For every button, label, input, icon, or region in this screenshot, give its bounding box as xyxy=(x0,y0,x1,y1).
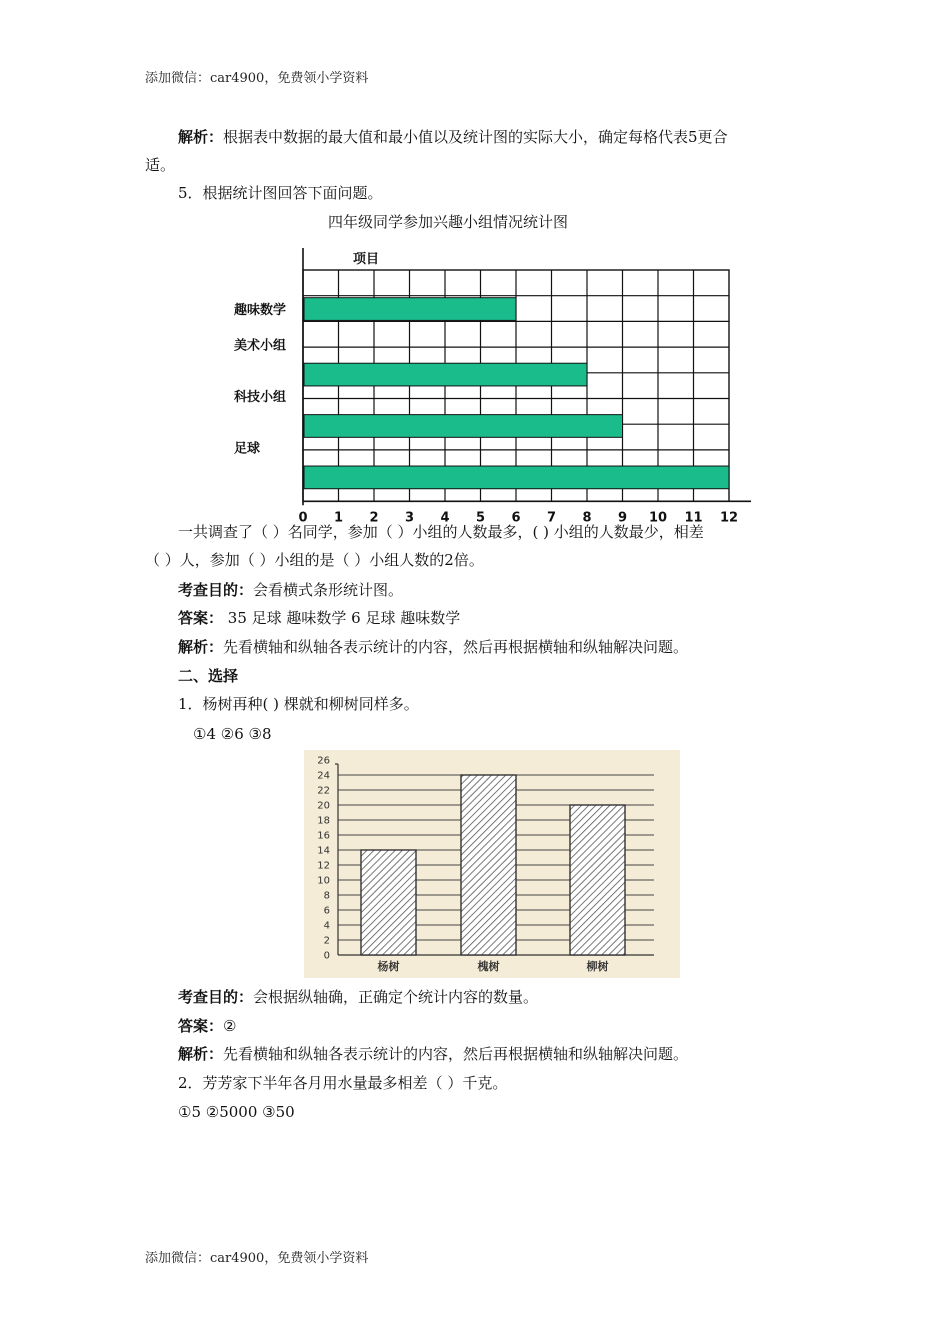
y-tick-label: 6 xyxy=(323,905,330,917)
category-label: 科技小组 xyxy=(234,390,287,406)
q5-purpose xyxy=(178,580,403,600)
y-tick-label: 18 xyxy=(317,815,330,827)
y-tick-label: 0 xyxy=(323,950,330,962)
bar-1 xyxy=(304,298,516,321)
x-tick-label: 7 xyxy=(546,510,557,526)
y-tick-label: 26 xyxy=(317,755,330,767)
c1-answer xyxy=(178,1016,236,1036)
x-tick-label: 5 xyxy=(475,510,486,526)
y-tick-label: 16 xyxy=(317,830,330,842)
analysis-label: 解析： xyxy=(178,128,224,146)
q5-answer-label: 答案： xyxy=(178,609,224,627)
q5-blank-line2: （ ）人，参加（ ）小组的是（ ）小组人数的2倍。 xyxy=(145,551,484,569)
y-tick-label: 4 xyxy=(323,920,330,932)
q5-analysis xyxy=(178,637,688,657)
chart1-title: 四年级同学参加兴趣小组情况统计图 xyxy=(328,213,569,231)
c1-answer-label: 答案： xyxy=(178,1017,224,1035)
category-label: 柳树 xyxy=(586,960,609,973)
choice-2-options: ①5 ②5000 ③50 xyxy=(178,1103,295,1121)
q5-purpose-label: 考查目的： xyxy=(178,581,254,599)
analysis-text-line2: 适。 xyxy=(145,156,176,174)
bar-4 xyxy=(304,466,729,489)
x-tick-label: 1 xyxy=(333,510,344,526)
x-tick-label: 3 xyxy=(404,510,415,526)
y-tick-label: 12 xyxy=(317,860,330,872)
q5-purpose-text: 会看横式条形统计图。 xyxy=(253,581,404,599)
q5-answer-text: 35 足球 趣味数学 6 足球 趣味数学 xyxy=(223,609,461,627)
x-tick-label: 0 xyxy=(298,510,308,526)
q5-answer xyxy=(178,608,460,628)
c1-purpose-label: 考查目的： xyxy=(178,988,254,1006)
category-label: 杨树 xyxy=(377,960,400,973)
x-tick-label: 12 xyxy=(719,510,739,526)
question-5: 5．根据统计图回答下面问题。 xyxy=(178,184,383,202)
footer-watermark: 添加微信：car4900，免费领小学资料 xyxy=(145,1251,369,1266)
q5-blank-line1: 一共调查了（ ）名同学，参加（ ）小组的人数最多，( ) 小组的人数最少，相差 xyxy=(178,523,704,541)
hbar-chart xyxy=(226,238,766,526)
choice-2-question: 2．芳芳家下半年各月用水量最多相差（ ）千克。 xyxy=(178,1074,508,1092)
q5-analysis-text: 先看横轴和纵轴各表示统计的内容，然后再根据横轴和纵轴解决问题。 xyxy=(223,638,689,656)
y-tick-label: 10 xyxy=(317,875,330,887)
y-tick-label: 24 xyxy=(317,770,330,782)
x-tick-label: 4 xyxy=(440,510,450,526)
x-tick-label: 2 xyxy=(369,510,379,526)
vbar-chart xyxy=(304,750,680,978)
section-heading: 二、选择 xyxy=(178,667,239,685)
x-tick-label: 10 xyxy=(648,510,668,526)
c1-analysis-label: 解析： xyxy=(178,1045,224,1063)
y-tick-label: 2 xyxy=(323,935,330,947)
x-tick-label: 8 xyxy=(582,510,592,526)
category-label: 槐树 xyxy=(477,960,500,973)
x-tick-label: 9 xyxy=(617,510,628,526)
x-tick-label: 6 xyxy=(511,510,521,526)
choice-1-question: 1．杨树再种( ) 棵就和柳树同样多。 xyxy=(178,695,419,713)
analysis-paragraph xyxy=(178,127,728,147)
c1-analysis-text: 先看横轴和纵轴各表示统计的内容，然后再根据横轴和纵轴解决问题。 xyxy=(223,1045,689,1063)
c1-purpose-text: 会根据纵轴确，正确定个统计内容的数量。 xyxy=(253,988,539,1006)
header-watermark: 添加微信：car4900，免费领小学资料 xyxy=(145,71,369,86)
analysis-text-line1: 根据表中数据的最大值和最小值以及统计图的实际大小，确定每格代表5更合 xyxy=(223,128,728,146)
c1-answer-text: ② xyxy=(223,1017,237,1035)
q5-analysis-label: 解析： xyxy=(178,638,224,656)
category-label: 足球 xyxy=(234,441,261,457)
x-tick-label: 11 xyxy=(684,510,703,526)
bar-3 xyxy=(570,805,625,955)
y-tick-label: 20 xyxy=(317,800,330,812)
bar-2 xyxy=(304,363,587,386)
bar-1 xyxy=(361,850,416,955)
category-label: 美术小组 xyxy=(234,338,287,354)
bar-3 xyxy=(304,415,623,438)
y-tick-label: 14 xyxy=(317,845,330,857)
y-axis-title: 项目 xyxy=(353,252,380,267)
y-tick-label: 22 xyxy=(317,785,330,797)
y-tick-label: 8 xyxy=(323,890,330,902)
c1-analysis xyxy=(178,1044,688,1064)
bar-2 xyxy=(461,775,516,955)
c1-purpose xyxy=(178,987,538,1007)
category-label: 趣味数学 xyxy=(234,303,287,319)
choice-1-options: ①4 ②6 ③8 xyxy=(193,725,272,743)
